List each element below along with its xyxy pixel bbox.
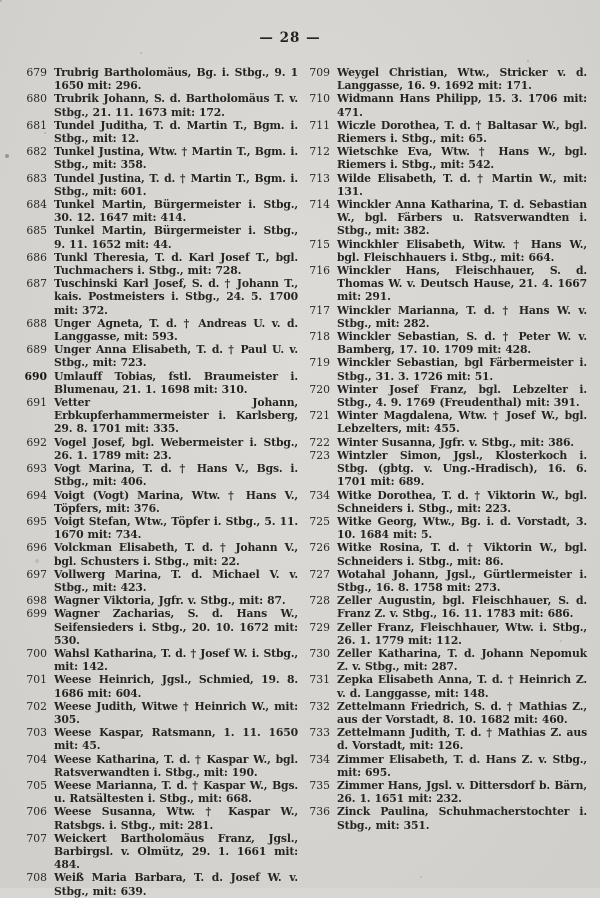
entry-text: Zepka Elisabeth Anna, T. d. † Heinrich Z. v. d. Langgasse, mit: 148. <box>337 673 587 700</box>
entry-number: 691 <box>26 396 47 410</box>
entry-number: 693 <box>26 462 47 476</box>
entry-number: 711 <box>309 118 330 132</box>
entry-number: 698 <box>26 594 47 608</box>
entry-text: Unger Agneta, T. d. † Andreas U. v. d. Langgasse, mit: 593. <box>54 316 298 344</box>
entry-number: 694 <box>26 488 47 502</box>
entry-text: Weese Heinrich, Jgsl., Schmied, 19. 8. 1686 mit: 604. <box>54 673 298 700</box>
entry-number: 696 <box>26 541 47 555</box>
register-entry <box>303 700 587 726</box>
register-entry <box>303 409 587 435</box>
register-entry <box>303 568 587 594</box>
register-entry <box>303 330 587 356</box>
entry-number: 700 <box>26 646 47 660</box>
entry-text: Tundel Justina, T. d. † Martin T., Bgm. i. Stbg., mit: 601. <box>54 171 298 198</box>
entry-text: Winckler Hans, Fleischhauer, S. d. Thomas W. v. Deutsch Hause, 21. 4. 1667 mit: 291. <box>337 264 587 304</box>
register-entry <box>20 753 298 779</box>
entry-number: 713 <box>309 171 330 185</box>
entry-number: 719 <box>309 356 330 370</box>
register-entry <box>303 805 587 831</box>
entry-text: Weiß Maria Barbara, T. d. Josef W. v. Stbg., mit: 639. <box>54 871 298 898</box>
register-entry <box>20 805 298 831</box>
entry-number: 731 <box>309 673 330 687</box>
entry-text: Zeller Franz, Fleischhauer, Wtw. i. Stbg., 26. 1. 1779 mit: 112. <box>337 620 587 647</box>
entry-number: 735 <box>309 778 330 792</box>
entry-number: 706 <box>26 805 47 819</box>
register-entry <box>20 832 298 872</box>
entry-number: 686 <box>26 250 47 264</box>
entry-number: 692 <box>26 435 47 449</box>
entry-text: Witke Georg, Wtw., Bg. i. d. Vorstadt, 3. 10. 1684 mit: 5. <box>337 514 587 542</box>
register-entry <box>20 343 298 369</box>
entry-text: Weese Kaspar, Ratsmann, 1. 11. 1650 mit: 45. <box>54 726 298 753</box>
entry-number: 716 <box>309 264 330 278</box>
entry-text: Tunkel Martin, Bürgermeister i. Stbg., 9. 11. 1652 mit: 44. <box>54 224 298 251</box>
register-entry <box>303 92 587 118</box>
entry-text: Wagner Zacharias, S. d. Hans W., Seifensieders i. Stbg., 20. 10. 1672 mit: 530. <box>54 607 298 647</box>
entry-text: Winckhler Elisabeth, Witw. † Hans W., bgl. Fleischhauers i. Stbg., mit: 664. <box>337 237 587 264</box>
register-entry <box>20 119 298 145</box>
entry-text: Zimmer Elisabeth, T. d. Hans Z. v. Stbg., mit: 695. <box>337 752 587 779</box>
entry-text: Zeller Augustin, bgl. Fleischhauer, S. d. Franz Z. v. Stbg., 16. 11. 1783 mit: 686. <box>337 594 587 621</box>
entry-number: 736 <box>309 805 330 819</box>
entry-text: Winckler Marianna, T. d. † Hans W. v. Stbg., mit: 282. <box>337 303 587 330</box>
register-entry <box>20 317 298 343</box>
entry-text: Wintzler Simon, Jgsl., Klosterkoch i. Stbg. (gbtg. v. Ung.-Hradisch), 16. 6. 1701 mit: 689. <box>337 448 587 489</box>
entry-number: 699 <box>26 607 47 621</box>
entry-number: 681 <box>26 118 47 132</box>
entry-text: Zinck Paulina, Schuhmacherstochter i. Stbg., mit: 351. <box>337 805 587 832</box>
entry-text: Weese Katharina, T. d. † Kaspar W., bgl. Ratsverwandten i. Stbg., mit: 190. <box>54 752 298 779</box>
register-entry <box>20 251 298 277</box>
entry-text: Wiczle Dorothea, T. d. † Baltasar W., bgl. Riemers i. Stbg., mit: 65. <box>337 118 587 146</box>
entry-text: Vetter Johann, Erbkupferhammermeister i. Karlsberg, 29. 8. 1701 mit: 335. <box>54 396 298 436</box>
register-entry <box>20 66 298 92</box>
entry-number: 704 <box>26 752 47 766</box>
register-entry <box>303 356 587 382</box>
register-entry <box>20 871 298 897</box>
entry-text: Weese Marianna, T. d. † Kaspar W., Bgs. u. Ratsältesten i. Stbg., mit: 668. <box>54 778 298 806</box>
entry-number: 723 <box>309 448 330 462</box>
register-entry <box>20 224 298 250</box>
entry-text: Wietschke Eva, Wtw. † Hans W., bgl. Riemers i. Stbg., mit: 542. <box>337 145 587 172</box>
entry-number: 705 <box>26 778 47 792</box>
entry-text: Zettelmann Friedrich, S. d. † Mathias Z., aus der Vorstadt, 8. 10. 1682 mit: 460. <box>337 699 587 726</box>
entry-number: 707 <box>26 831 47 845</box>
entry-number: 734 <box>309 488 330 502</box>
entry-number: 720 <box>309 382 330 396</box>
entry-number: 697 <box>26 567 47 581</box>
register-entry <box>303 436 587 449</box>
register-entry <box>20 568 298 594</box>
entry-text: Weickert Bartholomäus Franz, Jgsl., Barbirgsl. v. Olmütz, 29. 1. 1661 mit: 484. <box>54 831 298 872</box>
register-entry <box>303 541 587 567</box>
entry-text: Vogt Marina, T. d. † Hans V., Bgs. i. Stbg., mit: 406. <box>54 462 298 489</box>
entry-text: Zettelmann Judith, T. d. † Mathias Z. aus d. Vorstadt, mit: 126. <box>337 726 587 753</box>
entry-number: 733 <box>309 726 330 740</box>
entry-text: Weese Judith, Witwe † Heinrich W., mit: 305. <box>54 699 298 726</box>
register-entry <box>303 647 587 673</box>
entry-text: Winter Magdalena, Wtw. † Josef W., bgl. Lebzelters, mit: 455. <box>337 409 587 436</box>
register-entry <box>303 753 587 779</box>
entry-text: Wotahal Johann, Jgsl., Gürtlermeister i. Stbg., 16. 8. 1758 mit: 273. <box>337 567 587 594</box>
entry-number: 689 <box>26 343 47 357</box>
entry-number: 690 <box>24 369 47 383</box>
register-entry <box>20 779 298 805</box>
entry-text: Winckler Anna Katharina, T. d. Sebastian W., bgl. Färbers u. Ratsverwandten i. Stbg., mit: 382. <box>337 198 587 238</box>
entry-text: Voigt (Vogt) Marina, Wtw. † Hans V., Töpfers, mit: 376. <box>54 488 298 515</box>
register-entry <box>20 370 298 396</box>
register-entry <box>20 607 298 647</box>
entry-text: Umlauff Tobias, fstl. Braumeister i. Blumenau, 21. 1. 1698 mit: 310. <box>54 369 298 396</box>
register-entry <box>303 594 587 620</box>
entry-number: 725 <box>309 514 330 528</box>
register-entry <box>303 198 587 238</box>
register-entry <box>303 238 587 264</box>
entry-text: Zimmer Hans, Jgsl. v. Dittersdorf b. Bärn, 26. 1. 1651 mit: 232. <box>337 778 587 806</box>
register-entry <box>20 515 298 541</box>
entry-number: 703 <box>26 726 47 740</box>
register-entry <box>20 489 298 515</box>
register-entry <box>303 145 587 171</box>
register-entry <box>303 489 587 515</box>
entry-text: Winter Susanna, Jgfr. v. Stbg., mit: 386. <box>337 435 574 449</box>
entry-text: Unger Anna Elisabeth, T. d. † Paul U. v. Stbg., mit: 723. <box>54 343 298 370</box>
register-entry <box>303 726 587 752</box>
entry-number: 732 <box>309 699 330 713</box>
register-entry <box>20 277 298 317</box>
entry-text: Tunkel Justina, Wtw. † Martin T., Bgm. i. Stbg., mit: 358. <box>54 145 298 172</box>
entry-number: 714 <box>309 198 330 212</box>
register-entry <box>20 198 298 224</box>
register-entry <box>20 594 298 607</box>
register-entry <box>303 172 587 198</box>
register-entry <box>303 449 587 489</box>
entry-text: Winckler Sebastian, S. d. † Peter W. v. Bamberg, 17. 10. 1709 mit: 428. <box>337 330 587 357</box>
entry-number: 701 <box>26 673 47 687</box>
register-entry <box>20 700 298 726</box>
entry-text: Trubrik Johann, S. d. Bartholomäus T. v. Stbg., 21. 11. 1673 mit: 172. <box>54 92 298 119</box>
entry-text: Weese Susanna, Wtw. † Kaspar W., Ratsbgs. i. Stbg., mit: 281. <box>54 805 298 832</box>
entry-number: 712 <box>309 145 330 159</box>
entry-number: 715 <box>309 237 330 251</box>
entry-text: Wilde Elisabeth, T. d. † Martin W., mit: 131. <box>337 171 587 198</box>
entry-number: 721 <box>309 409 330 423</box>
register-entry <box>303 621 587 647</box>
register-entry <box>303 119 587 145</box>
entry-number: 688 <box>26 316 47 330</box>
entry-number: 727 <box>309 567 330 581</box>
entry-number: 682 <box>26 145 47 159</box>
entry-number: 710 <box>309 92 330 106</box>
entry-number: 679 <box>26 66 47 79</box>
register-entry <box>303 304 587 330</box>
entry-number: 722 <box>309 435 330 449</box>
entry-text: Widmann Hans Philipp, 15. 3. 1706 mit: 471. <box>337 92 587 119</box>
page-number: — 28 — <box>259 30 321 46</box>
entry-number: 684 <box>26 198 47 212</box>
entry-text: Vollwerg Marina, T. d. Michael V. v. Stbg., mit: 423. <box>54 567 298 594</box>
register-column-left <box>20 66 298 898</box>
register-entry <box>303 673 587 699</box>
register-entry <box>303 264 587 304</box>
entry-number: 680 <box>26 92 47 106</box>
register-entry <box>20 145 298 171</box>
entry-text: Tunkel Martin, Bürgermeister i. Stbg., 30. 12. 1647 mit: 414. <box>54 198 298 225</box>
entry-text: Witke Rosina, T. d. † Viktorin W., bgl. Schneiders i. Stbg., mit: 86. <box>337 541 587 568</box>
entry-text: Zeller Katharina, T. d. Johann Nepomuk Z. v. Stbg., mit: 287. <box>337 646 587 674</box>
entry-text: Wagner Viktoria, Jgfr. v. Stbg., mit: 87. <box>54 594 286 608</box>
entry-number: 709 <box>309 66 330 79</box>
entry-number: 687 <box>26 277 47 291</box>
register-entry <box>303 515 587 541</box>
entry-number: 728 <box>309 594 330 608</box>
entry-number: 695 <box>26 514 47 528</box>
register-entry <box>20 726 298 752</box>
scan-speckle-artifacts <box>0 0 2 2</box>
register-entry <box>20 436 298 462</box>
entry-text: Trubrig Bartholomäus, Bg. i. Stbg., 9. 1 1650 mit: 296. <box>54 66 298 93</box>
entry-text: Tuschinski Karl Josef, S. d. † Johann T., kais. Postmeisters i. Stbg., 24. 5. 1700 mit: 372. <box>54 277 298 317</box>
entry-number: 730 <box>309 646 330 660</box>
entry-text: Wahsl Katharina, T. d. † Josef W. i. Stbg., mit: 142. <box>54 646 298 674</box>
entry-text: Tundel Juditha, T. d. Martin T., Bgm. i. Stbg., mit: 12. <box>54 118 298 146</box>
entry-text: Volckman Elisabeth, T. d. † Johann V., bgl. Schusters i. Stbg., mit: 22. <box>54 541 298 568</box>
register-entry <box>20 541 298 567</box>
register-entry <box>303 66 587 92</box>
register-entry <box>20 396 298 436</box>
entry-text: Winter Josef Franz, bgl. Lebzelter i. Stbg., 4. 9. 1769 (Freudenthal) mit: 391. <box>337 382 587 410</box>
register-entry <box>303 779 587 805</box>
register-entry <box>20 673 298 699</box>
entry-number: 683 <box>26 171 47 185</box>
register-entry <box>20 92 298 118</box>
register-entry <box>303 383 587 409</box>
register-entry <box>20 647 298 673</box>
entry-number: 734 <box>309 752 330 766</box>
entry-number: 708 <box>26 871 47 885</box>
register-entry <box>20 462 298 488</box>
entry-number: 702 <box>26 699 47 713</box>
entry-number: 718 <box>309 330 330 344</box>
register-column-right <box>303 66 587 832</box>
entry-text: Weygel Christian, Wtw., Stricker v. d. Langgasse, 16. 9. 1692 mit: 171. <box>337 66 587 93</box>
entry-number: 685 <box>26 224 47 238</box>
entry-text: Tunkl Theresia, T. d. Karl Josef T., bgl. Tuchmachers i. Stbg., mit: 728. <box>54 250 298 278</box>
entry-number: 729 <box>309 620 330 634</box>
entry-text: Witke Dorothea, T. d. † Viktorin W., bgl. Schneiders i. Stbg., mit: 223. <box>337 488 587 515</box>
entry-text: Vogel Josef, bgl. Webermeister i. Stbg., 26. 1. 1789 mit: 23. <box>54 435 298 462</box>
register-entry <box>20 172 298 198</box>
entry-number: 717 <box>309 303 330 317</box>
entry-number: 726 <box>309 541 330 555</box>
entry-text: Winckler Sebastian, bgl Färbermeister i. Stbg., 31. 3. 1726 mit: 51. <box>337 356 587 383</box>
entry-text: Voigt Stefan, Wtw., Töpfer i. Stbg., 5. 11. 1670 mit: 734. <box>54 514 298 542</box>
